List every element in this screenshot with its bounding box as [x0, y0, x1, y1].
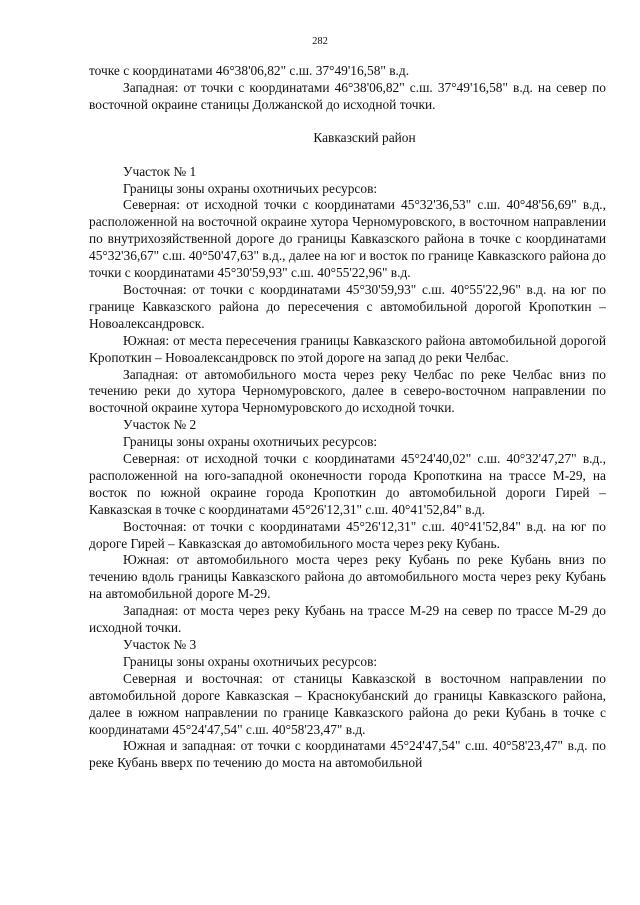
document-body — [89, 63, 606, 772]
plot-title: Участок № 2 — [123, 417, 197, 433]
paragraph: Восточная: от точки с координатами 45°26'12,31" с.ш. 40°41'52,84" в.д. на юг по дороге Гирей – Кавказская до автомобильного моста через реку Кубань. — [89, 518, 606, 551]
page-number: 282 — [312, 36, 328, 47]
paragraph: Южная: от автомобильного моста через реку Кубань по реке Кубань вниз по течению вдоль границы Кавказского района до автомобильного моста через реку Кубань на автомобильной дороге М-29. — [89, 552, 606, 602]
paragraph: Южная и западная: от точки с координатами 45°24'47,54" с.ш. 40°58'23,47" в.д. по реке Кубань вверх по течению до моста на автомобильной — [89, 738, 606, 771]
plot-title: Участок № 1 — [123, 163, 197, 179]
paragraph: Северная: от исходной точки с координатами 45°24'40,02" с.ш. 40°32'47,27" в.д., расположенной на юго-западной оконечности города Кропоткина на трассе М-29, на восток по южной окраине города Кропоткин до автомобильной дороги Гирей – Кавказская в точке с координатами 45°26'12,31" с.ш. 40°41'52,84" в.д. — [89, 451, 606, 517]
paragraph: Южная: от места пересечения границы Кавказского района автомобильной дорогой Кропоткин – Новоалександровск по этой дороге на запад до реки Челбас. — [89, 332, 606, 365]
paragraph: Западная: от автомобильного моста через реку Челбас по реке Челбас вниз по течению реки до хутора Черномуровского, далее в северо-восточном направлении по восточной окраине хутора Черномуровского до исходной точки. — [89, 366, 606, 416]
paragraph: Восточная: от точки с координатами 45°30'59,93" с.ш. 40°55'22,96" в.д. на юг по границе Кавказского района до пересечения с автомобильной дорогой Кропоткин – Новоалександровск. — [89, 281, 606, 331]
plot-title: Участок № 3 — [123, 637, 197, 652]
plot-subtitle: Границы зоны охраны охотничьих ресурсов: — [123, 653, 378, 669]
paragraph: Западная: от точки с координатами 46°38'06,82" с.ш. 37°49'16,58" в.д. на север по восточной окраине станицы Должанской до исходной точки. — [89, 79, 606, 112]
paragraph: точке с координатами 46°38'06,82" с.ш. 37°49'16,58" в.д. — [89, 63, 410, 78]
plot-subtitle: Границы зоны охраны охотничьих ресурсов: — [123, 180, 378, 196]
plot-subtitle: Границы зоны охраны охотничьих ресурсов: — [123, 434, 378, 450]
paragraph: Северная и восточная: от станицы Кавказской в восточном направлении по автомобильной дороге Кавказская – Краснокубанский до границы Кавказского района, далее в южном направлении по границе Кавказского района до реки Кубань в точке с координатами 45°24'47,54" с.ш. 40°58'23,47" в.д. — [89, 670, 606, 737]
paragraph: Западная: от моста через реку Кубань на трассе М-29 на север по трассе М-29 до исходной точки. — [89, 603, 606, 636]
paragraph: Северная: от исходной точки с координатами 45°32'36,53" с.ш. 40°48'56,69" в.д., расположенной на восточной окраине хутора Черномуровского, в восточном направлении по внутрихозяйственной дороге до границы Кавказского района в точке с координатами 45°32'36,67" с.ш. 40°50'47,63" в.д., далее на юг и восток по границе Кавказского района до точки с координатами 45°30'59,93" с.ш. 40°55'22,96" в.д. — [89, 197, 606, 281]
district-heading: Кавказский район — [313, 129, 416, 145]
